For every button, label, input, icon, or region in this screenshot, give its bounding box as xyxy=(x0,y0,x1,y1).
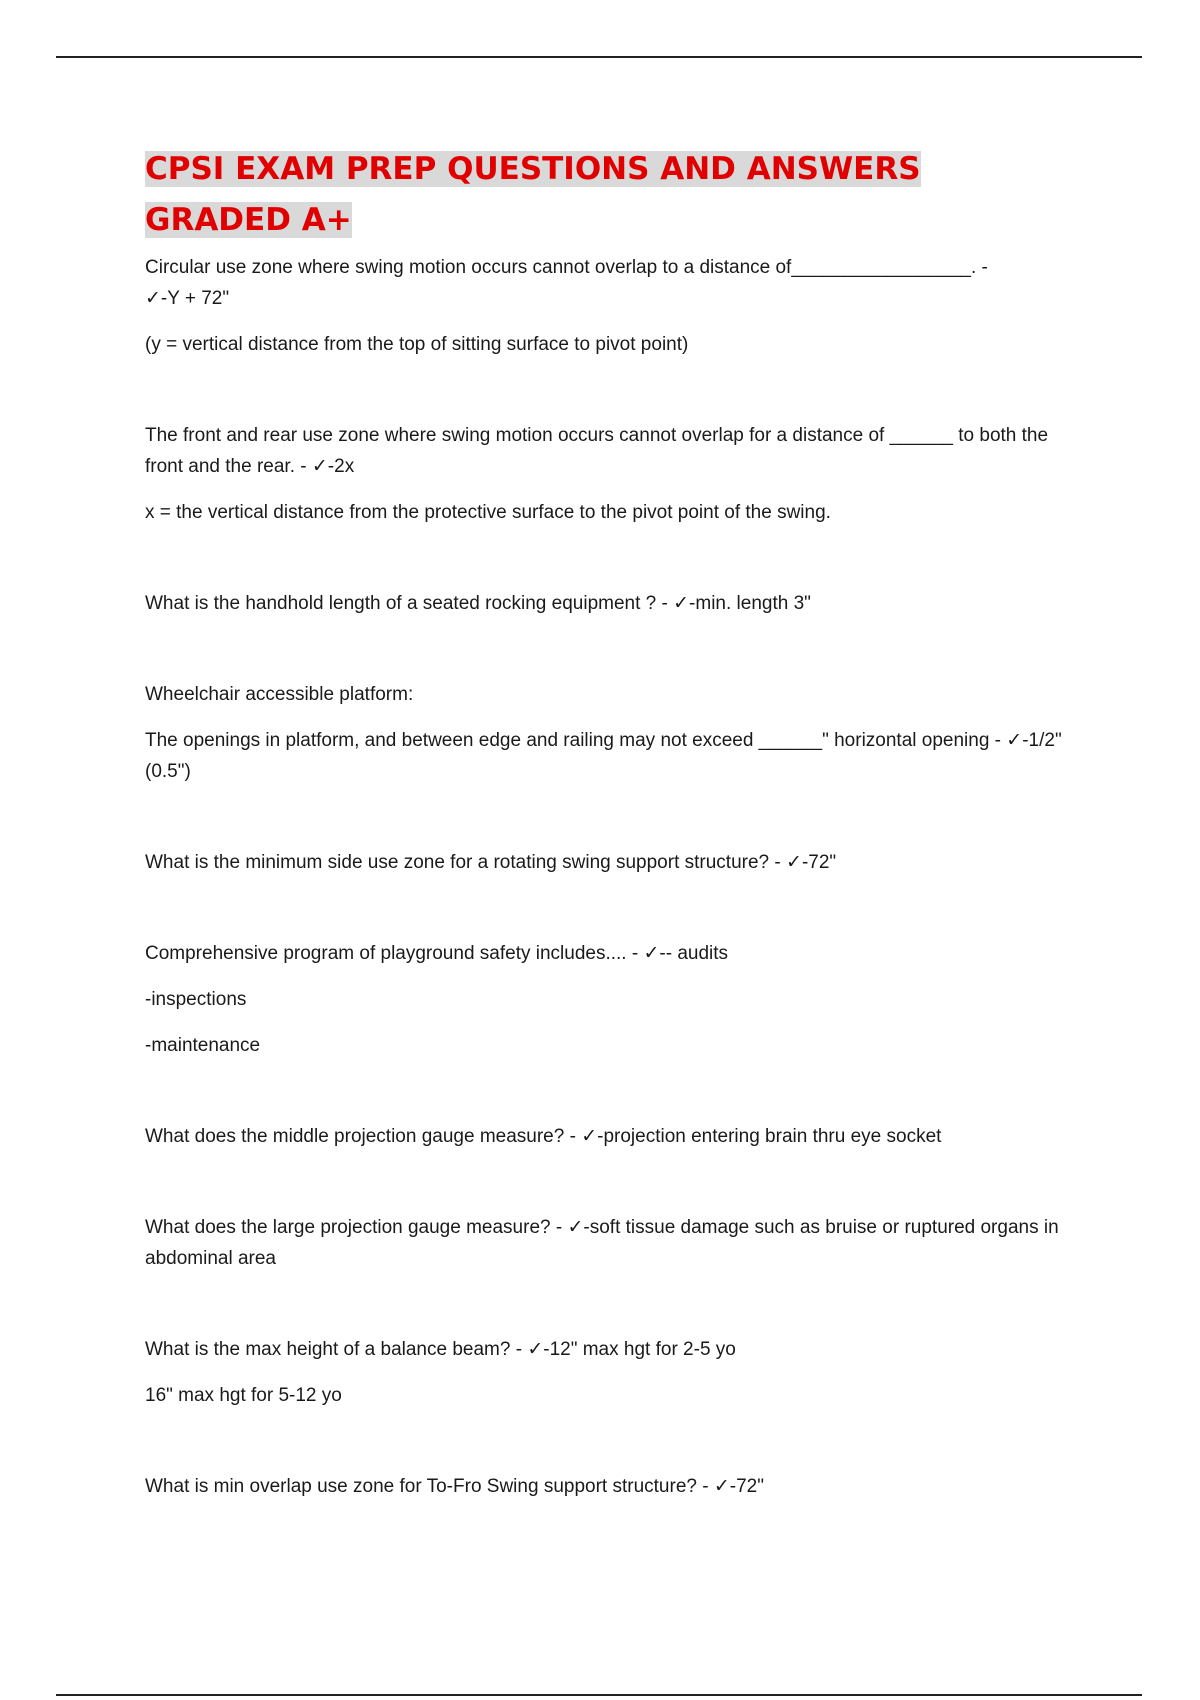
answer-text: -2x xyxy=(327,456,355,477)
question-text: What is the handhold length of a seated rocking equipment ? - ✓-min. length 3" xyxy=(145,592,811,614)
document-body xyxy=(145,144,1065,1502)
answer-text: -1/2" (0.5") xyxy=(145,730,1062,782)
answer-note: x = the vertical distance from the protective surface to the pivot point of the swing. xyxy=(145,502,831,523)
qa-item-9 xyxy=(145,1334,1065,1411)
check-icon: ✓ xyxy=(311,455,328,477)
footer-rule xyxy=(56,1694,1142,1696)
check-icon: ✓ xyxy=(786,851,802,873)
question-text: What is the max height of a balance beam? - ✓-12" max hgt for 2-5 yo xyxy=(145,1338,736,1360)
check-icon: ✓ xyxy=(527,1338,544,1360)
answer-text: -72" xyxy=(729,1476,764,1497)
answer-text: -soft tissue damage such as bruise or ruptured organs in abdominal area xyxy=(145,1217,1059,1269)
answer-note: (y = vertical distance from the top of sitting surface to pivot point) xyxy=(145,334,689,355)
answer-text: -min. length 3" xyxy=(689,593,811,614)
check-icon: ✓ xyxy=(567,1216,584,1238)
answer-text: -projection entering brain thru eye socket xyxy=(597,1126,942,1147)
answer-text: -Y + 72" xyxy=(160,288,230,309)
title-line-2: GRADED A+ xyxy=(145,202,352,238)
check-icon: ✓ xyxy=(643,942,660,964)
document-title xyxy=(145,144,1065,246)
qa-item-5 xyxy=(145,847,1065,878)
qa-item-2 xyxy=(145,420,1065,528)
check-icon: ✓ xyxy=(713,1475,730,1497)
qa-item-7 xyxy=(145,1121,1065,1152)
answer-text: -- audits xyxy=(659,943,729,964)
question-text: What does the large projection gauge measure? - ✓-soft tissue damage such as bruise or ruptured organs in abdominal area xyxy=(145,1216,1059,1269)
section-label: Wheelchair accessible platform: xyxy=(145,684,414,705)
check-icon: ✓ xyxy=(673,592,690,614)
question-text: Comprehensive program of playground safety includes.... - ✓-- audits xyxy=(145,942,729,964)
qa-item-6 xyxy=(145,938,1065,1061)
check-icon: ✓ xyxy=(1006,729,1023,751)
question-text: What is the minimum side use zone for a rotating swing support structure? - ✓-72" xyxy=(145,851,837,873)
question-text: Circular use zone where swing motion occurs cannot overlap to a distance of_________________. - ✓-Y + 72" xyxy=(145,257,988,309)
qa-item-1 xyxy=(145,252,1065,360)
qa-item-10 xyxy=(145,1471,1065,1502)
qa-item-4 xyxy=(145,679,1065,787)
qa-item-3 xyxy=(145,588,1065,619)
question-text: What does the middle projection gauge measure? - ✓-projection entering brain thru eye socket xyxy=(145,1125,942,1147)
question-text: The openings in platform, and between edge and railing may not exceed ______" horizontal opening - ✓-1/2" (0.5") xyxy=(145,729,1062,782)
header-rule xyxy=(56,56,1142,58)
check-icon: ✓ xyxy=(581,1125,598,1147)
question-text: The front and rear use zone where swing motion occurs cannot overlap for a distance of ______ to both the front and the rear. - ✓-2x xyxy=(145,425,1049,477)
answer-text: -72" xyxy=(801,852,837,873)
answer-note: 16" max hgt for 5-12 yo xyxy=(145,1385,342,1406)
answer-list-item: -maintenance xyxy=(145,1035,261,1056)
answer-list-item: -inspections xyxy=(145,989,247,1010)
title-line-1: CPSI EXAM PREP QUESTIONS AND ANSWERS xyxy=(145,151,921,187)
qa-item-8 xyxy=(145,1212,1065,1274)
answer-text: -12" max hgt for 2-5 yo xyxy=(543,1339,736,1360)
question-text: What is min overlap use zone for To-Fro Swing support structure? - ✓-72" xyxy=(145,1475,764,1497)
check-icon: ✓ xyxy=(145,287,161,309)
